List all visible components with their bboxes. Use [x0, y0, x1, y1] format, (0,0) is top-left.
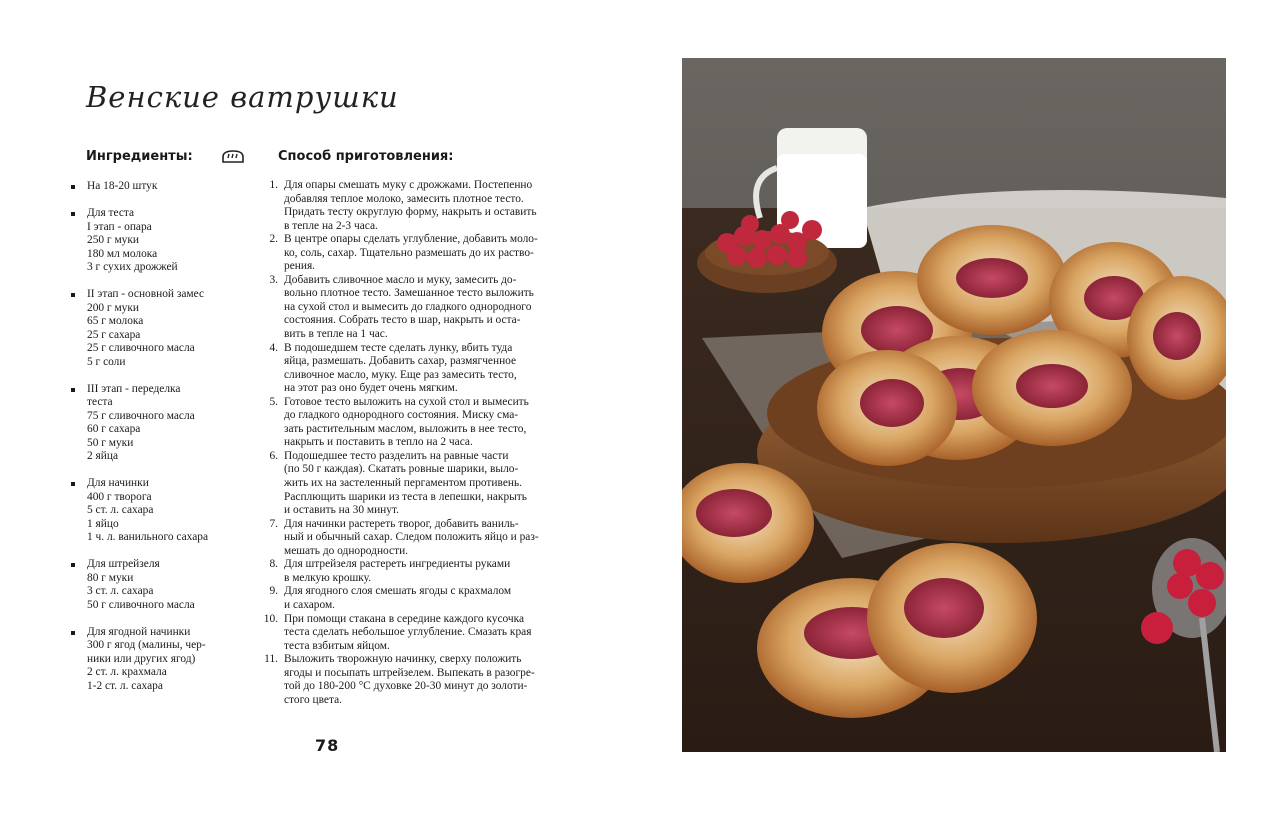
ingredient-line: 400 г творога: [87, 490, 152, 503]
step-number: 10.: [263, 612, 278, 625]
ingredient-line: 1 ч. л. ванильного сахара: [87, 531, 209, 543]
ingredient-line: Для начинки: [87, 477, 149, 489]
step-item: [252, 518, 572, 559]
step-line: Для штрейзеля растереть ингредиенты руками: [284, 558, 511, 571]
step-number: 8.: [269, 558, 278, 571]
ingredient-line: 180 мл молока: [87, 247, 158, 260]
step-line: теста взбитым яйцом.: [284, 639, 390, 652]
step-line: стого цвета.: [284, 693, 342, 706]
step-line: Расплющить шарики из теста в лепешки, накрыть: [284, 490, 527, 503]
step-line: на этот раз оно будет очень мягким.: [284, 382, 458, 395]
step-item: [252, 653, 572, 707]
step-line: В центре опары сделать углубление, добавить моло-: [284, 233, 538, 246]
step-line: Подошедшее тесто разделить на равные части: [284, 449, 509, 462]
ingredient-line: 25 г сливочного масла: [87, 342, 195, 354]
step-item: [252, 342, 572, 396]
ingredient-line: 50 г сливочного масла: [87, 598, 195, 611]
ingredient-line: II этап - основной замес: [87, 288, 205, 300]
step-line: до гладкого однородного состояния. Миску сма-: [284, 409, 519, 422]
step-item: [252, 613, 572, 654]
ingredient-line: 75 г сливочного масла: [87, 409, 195, 422]
step-line: мешать до однородности.: [284, 544, 409, 557]
ingredient-line: теста: [87, 396, 113, 408]
ingredient-line: 2 ст. л. крахмала: [87, 666, 167, 678]
step-line: и оставить на 30 минут.: [284, 504, 399, 517]
step-line: той до 180-200 °С духовке 20-30 минут до золоти-: [284, 680, 528, 693]
step-item: [252, 179, 572, 233]
step-line: Для опары смешать муку с дрожжами. Постепенно: [284, 179, 533, 191]
ingredient-group: [70, 288, 255, 369]
step-line: Для начинки растереть творог, добавить ваниль-: [284, 517, 519, 530]
step-line: теста сделать небольшое углубление. Смазать края: [284, 626, 532, 639]
step-item: [252, 396, 572, 450]
step-line: рения.: [284, 260, 316, 273]
step-line: При помощи стакана в середине каждого кусочка: [284, 612, 525, 625]
recipe-title: Венские ватрушки: [86, 80, 399, 114]
step-line: В подошедшем тесте сделать лунку, вбить туда: [284, 341, 513, 354]
step-number: 1.: [269, 179, 278, 191]
step-line: ягоды и посыпать штрейзелем. Выпекать в разогре-: [284, 666, 535, 679]
step-number: 2.: [269, 233, 278, 246]
ingredient-line: 3 ст. л. сахара: [87, 585, 154, 597]
ingredient-line: Для штрейзеля: [87, 558, 160, 570]
ingredient-group: [70, 207, 255, 275]
step-line: зать растительным маслом, выложить в нее тесто,: [284, 422, 527, 435]
ingredient-line: Для ягодной начинки: [87, 625, 191, 638]
ingredient-group: [70, 180, 255, 194]
step-number: 7.: [269, 517, 278, 530]
ingredient-line: 25 г сахара: [87, 328, 141, 341]
step-number: 6.: [269, 449, 278, 462]
step-line: (по 50 г каждая). Скатать ровные шарики, выло-: [284, 463, 519, 476]
ingredients-heading: Ингредиенты:: [86, 149, 193, 164]
ingredient-line: 60 г сахара: [87, 423, 141, 435]
ingredient-line: 5 г соли: [87, 355, 126, 368]
step-number: 5.: [269, 395, 278, 408]
step-line: и сахаром.: [284, 598, 336, 611]
step-number: 9.: [269, 585, 278, 598]
ingredient-line: ники или других ягод): [87, 652, 196, 665]
ingredient-line: III этап - переделка: [87, 382, 181, 395]
step-line: состояния. Собрать тесто в шар, накрыть и оста-: [284, 314, 521, 327]
ingredient-line: 3 г сухих дрожжей: [87, 261, 178, 273]
step-line: вить в тепле на 1 час.: [284, 328, 388, 341]
step-number: 4.: [269, 341, 278, 354]
ingredient-group: [70, 383, 255, 464]
step-item: [252, 233, 572, 274]
ingredient-group: [70, 477, 255, 545]
bread-icon: [221, 150, 245, 164]
step-line: Для ягодного слоя смешать ягоды с крахмалом: [284, 585, 512, 598]
recipe-photo: [682, 58, 1226, 752]
step-line: накрыть и поставить в тепло на 2 часа.: [284, 436, 473, 449]
ingredient-group: [70, 626, 255, 694]
step-line: ный и обычный сахар. Следом положить яйцо и раз-: [284, 531, 539, 544]
step-line: Готовое тесто выложить на сухой стол и вымесить: [284, 395, 529, 408]
ingredient-line: 300 г ягод (малины, чер-: [87, 639, 206, 651]
ingredient-line: На 18-20 штук: [87, 180, 158, 192]
ingredient-line: 200 г муки: [87, 301, 139, 314]
step-line: вольно плотное тесто. Замешанное тесто выложить: [284, 287, 534, 300]
step-line: в тепле на 2-3 часа.: [284, 219, 378, 232]
step-item: [252, 558, 572, 585]
method-heading: Способ приготовления:: [278, 149, 454, 164]
step-item: [252, 585, 572, 612]
step-line: Добавить сливочное масло и муку, замесить до-: [284, 273, 517, 286]
steps-list: [252, 179, 572, 707]
step-number: 3.: [269, 273, 278, 286]
step-number: 11.: [264, 653, 278, 666]
ingredient-line: 2 яйца: [87, 450, 119, 462]
step-line: Придать тесту округлую форму, накрыть и оставить: [284, 206, 537, 219]
ingredient-group: [70, 558, 255, 612]
ingredient-line: Для теста: [87, 207, 135, 219]
ingredient-line: 1 яйцо: [87, 517, 119, 530]
step-line: ко, соль, сахар. Тщательно размешать до их раство-: [284, 246, 534, 259]
step-line: яйца, размешать. Добавить сахар, размягченное: [284, 355, 517, 368]
step-line: добавляя теплое молоко, замесить плотное тесто.: [284, 192, 524, 205]
step-line: в мелкую крошку.: [284, 571, 372, 584]
step-item: [252, 450, 572, 518]
page-number: 78: [315, 736, 340, 755]
ingredient-line: 1-2 ст. л. сахара: [87, 679, 163, 692]
step-line: на сухой стол и вымесить до гладкого однородного: [284, 300, 532, 313]
ingredient-line: 250 г муки: [87, 234, 139, 246]
step-line: сливочное масло, муку. Еще раз замесить тесто,: [284, 368, 517, 381]
ingredient-line: 50 г муки: [87, 436, 134, 449]
step-line: жить их на застеленный пергаментом противень.: [284, 477, 523, 490]
step-item: [252, 274, 572, 342]
ingredient-line: 65 г молока: [87, 315, 144, 327]
ingredient-line: 80 г муки: [87, 571, 134, 584]
ingredient-line: 5 ст. л. сахара: [87, 504, 154, 516]
ingredient-line: I этап - опара: [87, 220, 152, 233]
step-line: Выложить творожную начинку, сверху положить: [284, 653, 522, 666]
ingredients-list: [70, 180, 255, 707]
